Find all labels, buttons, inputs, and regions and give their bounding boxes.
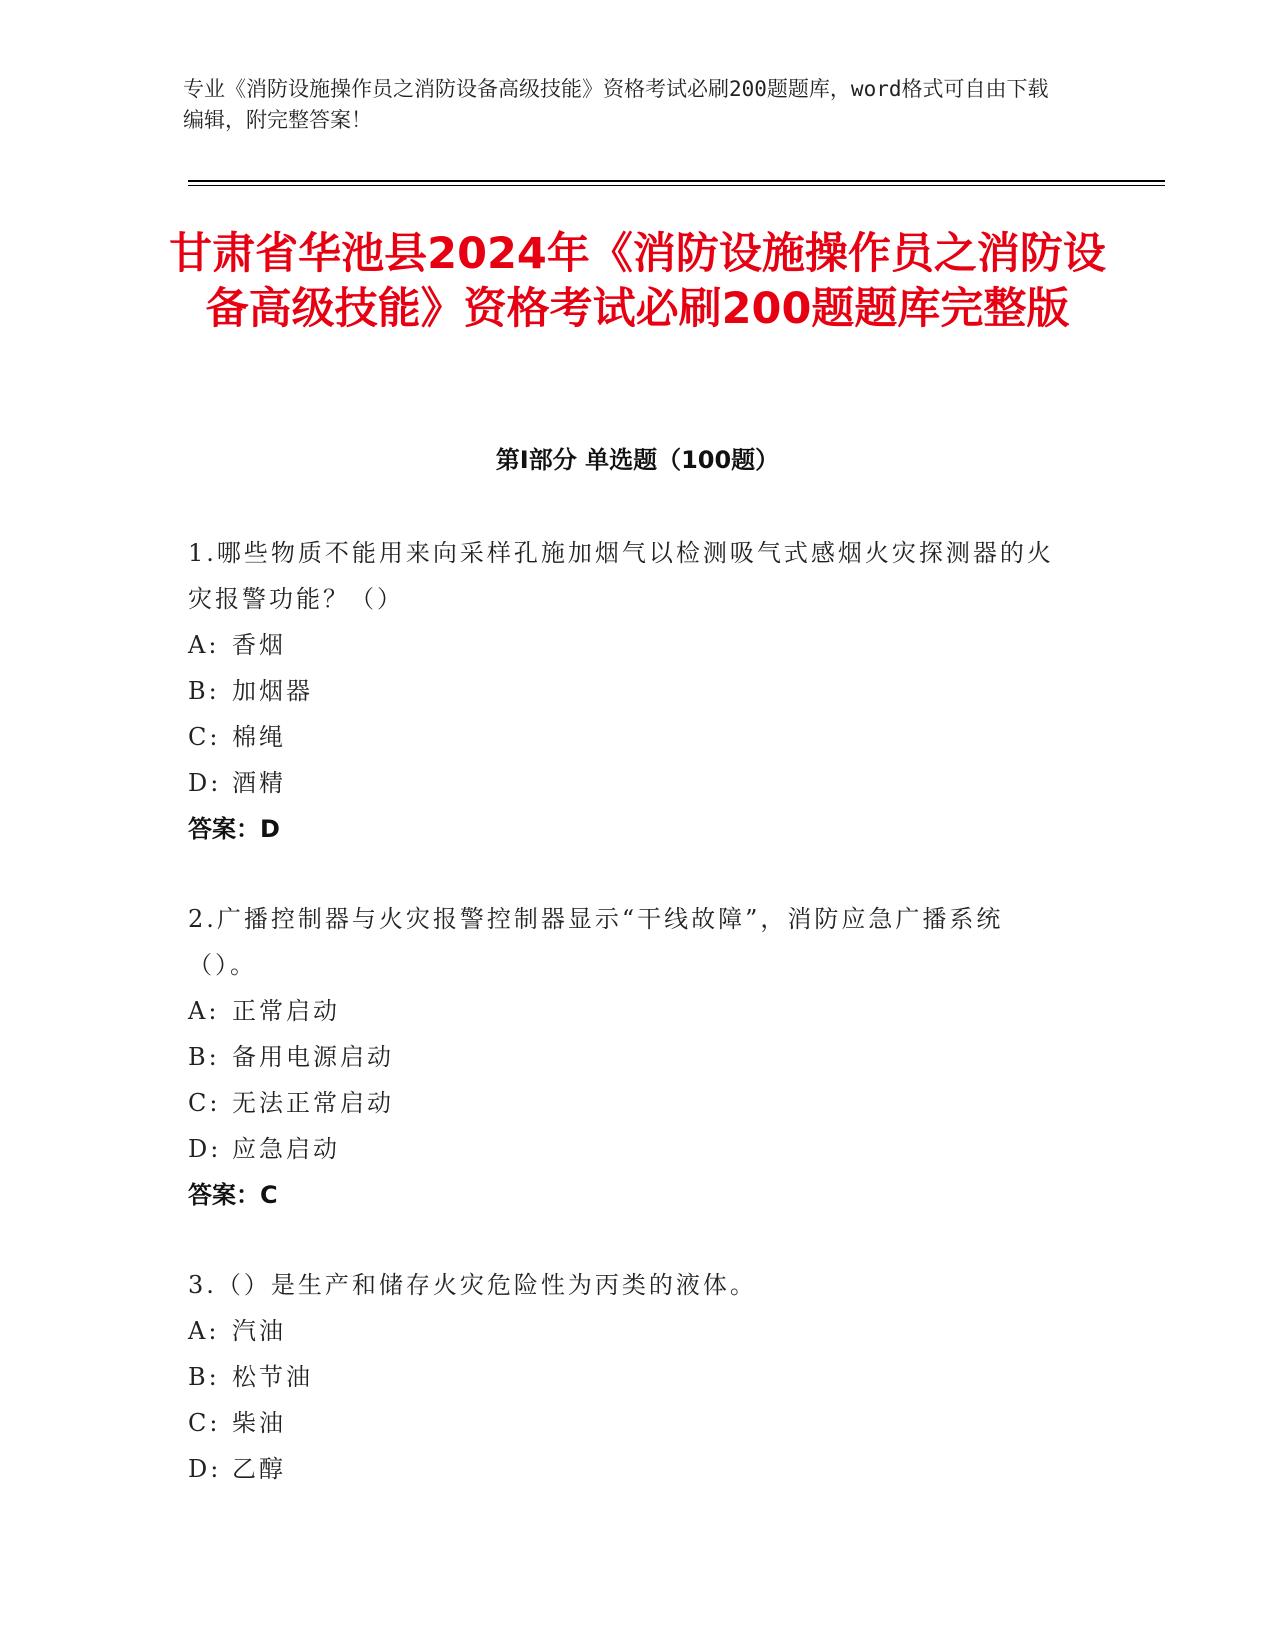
option-a: [188, 988, 1068, 1034]
option-text: 乙醇: [232, 1455, 286, 1483]
option-text: 汽油: [232, 1317, 286, 1345]
option-letter: C:: [188, 1089, 221, 1117]
header-divider-thick: [188, 180, 1165, 182]
option-letter: A:: [188, 631, 220, 659]
option-letter: C:: [188, 723, 221, 751]
option-b: [188, 1354, 1068, 1400]
option-text: 松节油: [232, 1363, 313, 1391]
option-letter: D:: [188, 1455, 222, 1483]
option-letter: D:: [188, 769, 222, 797]
option-text: 备用电源启动: [232, 1043, 394, 1071]
option-c: [188, 714, 1068, 760]
option-a: [188, 622, 1068, 668]
header-note: 专业《消防设施操作员之消防设备高级技能》资格考试必刷200题题库，word格式可自由下载编辑，附完整答案！: [183, 77, 1049, 132]
option-b: [188, 668, 1068, 714]
option-text: 无法正常启动: [232, 1089, 394, 1117]
option-d: [188, 760, 1068, 806]
question-item: [188, 1262, 1068, 1492]
section-heading: 第Ⅰ部分 单选题（100题）: [495, 446, 780, 474]
question-list: [188, 530, 1068, 1536]
option-text: 酒精: [232, 769, 286, 797]
option-letter: B:: [188, 1363, 220, 1391]
option-text: 棉绳: [232, 723, 286, 751]
option-text: 加烟器: [232, 677, 313, 705]
option-text: 正常启动: [232, 997, 340, 1025]
question-stem: 2.广播控制器与火灾报警控制器显示“干线故障”，消防应急广播系统（）。: [188, 905, 1004, 979]
option-d: [188, 1126, 1068, 1172]
option-letter: D:: [188, 1135, 222, 1163]
option-c: [188, 1400, 1068, 1446]
option-b: [188, 1034, 1068, 1080]
option-letter: A:: [188, 1317, 220, 1345]
question-item: [188, 896, 1068, 1218]
option-d: [188, 1446, 1068, 1492]
document-title: 甘肃省华池县2024年《消防设施操作员之消防设备高级技能》资格考试必刷200题题库完整版: [169, 229, 1106, 334]
answer-line: 答案：C: [188, 1181, 278, 1209]
header-divider-thin: [188, 185, 1165, 186]
question-stem: 3.（）是生产和储存火灾危险性为丙类的液体。: [188, 1271, 757, 1299]
option-c: [188, 1080, 1068, 1126]
answer-line: 答案：D: [188, 815, 280, 843]
question-stem: 1.哪些物质不能用来向采样孔施加烟气以检测吸气式感烟火灾探测器的火灾报警功能？（）: [188, 539, 1054, 613]
option-a: [188, 1308, 1068, 1354]
option-text: 柴油: [232, 1409, 286, 1437]
option-letter: B:: [188, 677, 220, 705]
option-letter: C:: [188, 1409, 221, 1437]
question-item: [188, 530, 1068, 852]
option-letter: B:: [188, 1043, 220, 1071]
option-letter: A:: [188, 997, 220, 1025]
option-text: 香烟: [232, 631, 286, 659]
option-text: 应急启动: [232, 1135, 340, 1163]
